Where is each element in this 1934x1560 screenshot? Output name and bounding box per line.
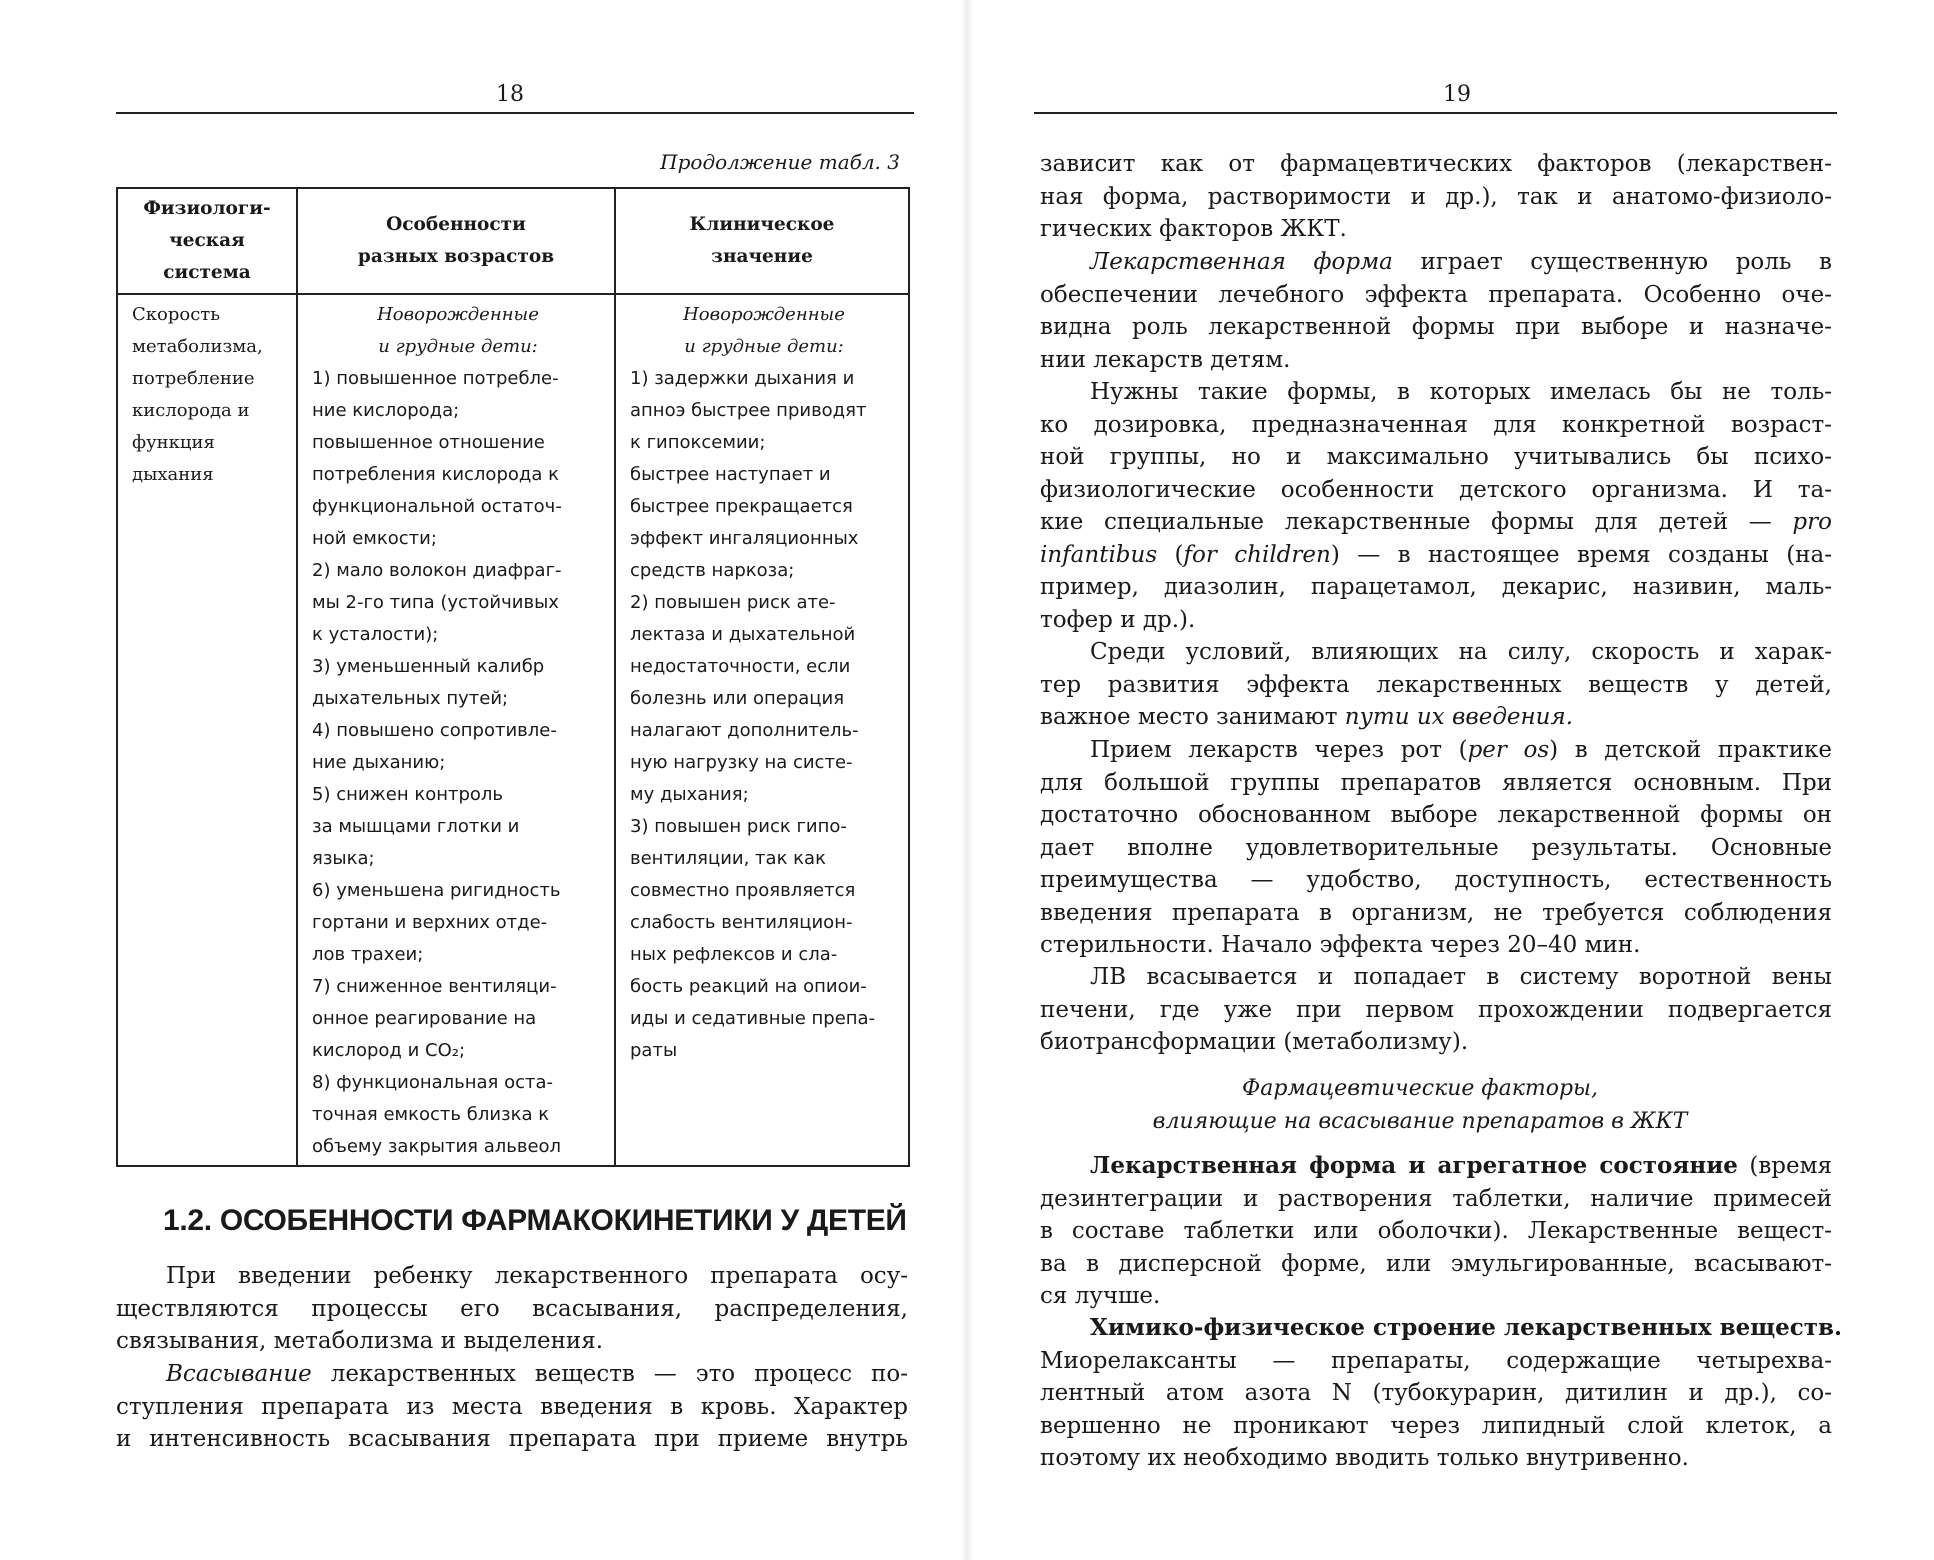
table-3 [116, 187, 910, 1167]
table-header-row [117, 188, 909, 294]
header-clinical-significance: Клиническое значение [615, 188, 909, 294]
paragraph-absorption: Всасывание лекарственных веществ — это процесс по- ступления препарата из места введения в кровь. Характер и интенсивность всасывания препарата при приеме внутрь [116, 1361, 908, 1452]
header-age-features: Особенности разных возрастов [297, 188, 615, 294]
paragraph-portal-vein: ЛВ всасывается и попадает в систему воротной вены печени, где уже при первом прохождении подвергается биотрансформации (метаболизму). [1040, 964, 1832, 1055]
header-rule-left [116, 112, 914, 114]
table-cell-clinical: Новорожденные и грудные дети: 1) задержки дыхания и апноэ быстрее приводят к гипоксемии; быстрее наступает и быстрее прекращается эффект ингаляционных средств наркоза; 2) повышен риск ате- лектаза и дыхательной недостаточности, если болезнь или операция налагают дополнитель- ную нагрузку на систе- му дыхания; 3) повышен риск гипо- вентиляции, так как совместно проявляется слабость вентиляцион- ных рефлексов и сла- бость реакций на опиои- иды и седативные препа- раты [615, 294, 909, 1166]
paragraph-conditions: Среди условий, влияющих на силу, скорость и харак- тер развития эффекта лекарственных веществ у детей, важное место занимают пути их введения. [1040, 639, 1832, 730]
page-number-right: 19 [1443, 82, 1471, 107]
table-cell-features: Новорожденные и грудные дети: 1) повышенное потребле- ние кислорода; повышенное отношение потребления кислорода к функциональной остаточ- ной емкости; 2) мало волокон диафраг- мы 2-го типа (устойчивых к усталости); 3) уменьшенный калибр дыхательных путей; 4) повышено сопротивле- ние дыханию; 5) снижен контроль за мышцами глотки и языка; 6) уменьшена ригидность гортани и верхних отде- лов трахеи; 7) сниженное вентиляци- онное реагирование на кислород и CO₂; 8) функциональная оста- точная емкость близка к объему закрытия альвеол [297, 294, 615, 1166]
table-row [117, 294, 909, 1166]
paragraph-oral: Прием лекарств через рот (per os) в детской практике для большой группы препаратов является основным. При достаточно обоснованном выборе лекарственной формы он дает вполне удовлетворительные результаты. Основные преимущества — удобство, доступность, естественность введения препарата в организм, не требуется соблюдения стерильности. Начало эффекта через 20–40 мин. [1040, 737, 1833, 958]
paragraph-dosage-form: Лекарственная форма играет существенную роль в обеспечении лечебного эффекта препарата. Особенно оче- видна роль лекарственной формы при выборе и назначе- нии лекарств детям. [1040, 249, 1832, 373]
header-physiological-system: Физиологи- ческая система [117, 188, 297, 294]
table-continuation-label: Продолжение табл. 3 [660, 150, 900, 174]
section-heading: 1.2. ОСОБЕННОСТИ ФАРМАКОКИНЕТИКИ У ДЕТЕЙ [163, 1204, 907, 1237]
header-rule-right [1034, 112, 1837, 114]
page-number-left: 18 [496, 82, 524, 107]
paragraph-factors: зависит как от фармацевтических факторов (лекарствен- ная форма, растворимости и др.), так и анатомо-физиоло- гических факторов ЖКТ. [1040, 151, 1832, 242]
subsection-heading: Фармацевтические факторы, влияющие на всасывание препаратов в ЖКТ [1152, 1076, 1688, 1134]
paragraph-forms-for-children: Нужны такие формы, в которых имелась бы не толь- ко дозировка, предназначенная для конкретной возраст- ной группы, но и максимально учитывались бы психо- физиологические особенности детского организма. И та- кие специальные лекарственные формы для детей — pro infantibus (for children) — в настоящее время созданы (на- пример, диазолин, парацетамол, декарис, називин, маль- тофер и др.). [1040, 379, 1832, 633]
table-cell-system: Скорость метаболизма, потребление кислорода и функция дыхания [117, 294, 297, 1166]
paragraph-aggregate-state: Лекарственная форма и агрегатное состояние (время дезинтеграции и растворения таблетки, наличие примесей в составе таблетки или оболочки). Лекарственные вещест- ва в дисперсной форме, или эмульгированные, всасывают- ся лучше. [1040, 1152, 1833, 1309]
paragraph-intro: При введении ребенку лекарственного препарата осу- ществляются процессы его всасывания, распределения, связывания, метаболизма и выделения. [116, 1263, 908, 1354]
paragraph-chemical-structure: Химико-физическое строение лекарственных веществ. Миорелаксанты — препараты, содержащие четырехва- лентный атом азота N (тубокурарин, дитилин и др.), со- вершенно не проникают через липидный слой клеток, а поэтому их необходимо вводить только внутривенно. [1040, 1314, 1843, 1471]
